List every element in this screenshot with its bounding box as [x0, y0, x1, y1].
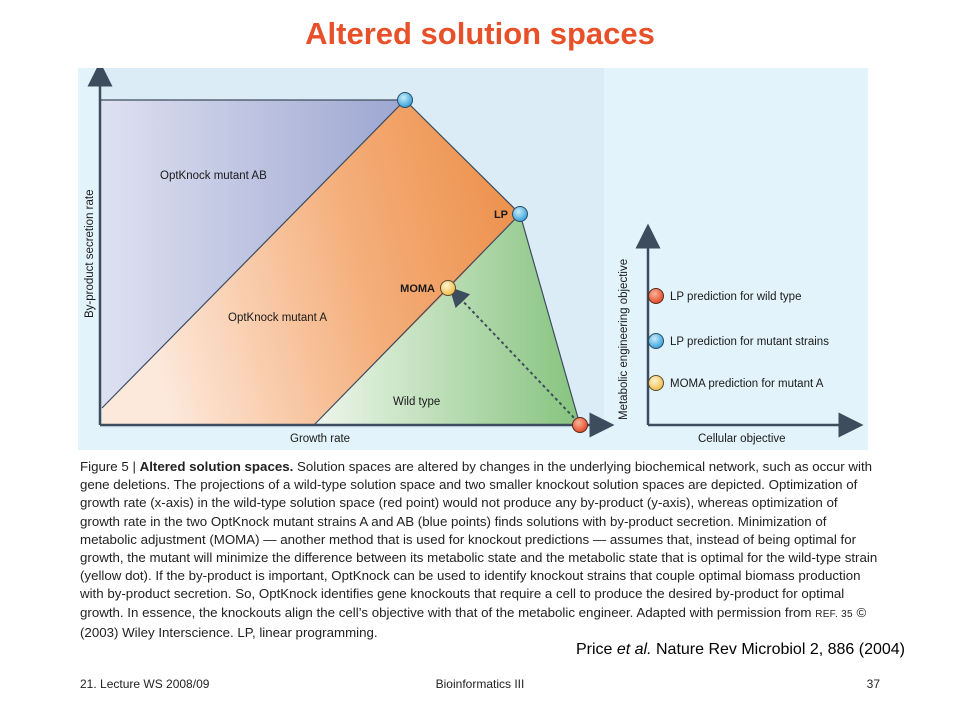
figure-caption: [80, 458, 880, 642]
legend-label: LP prediction for mutant strains: [670, 336, 829, 348]
lp-point-wild-type: [573, 418, 588, 433]
legend-red-dot: [649, 289, 664, 304]
legend-label: MOMA prediction for mutant A: [670, 378, 824, 390]
footer-lecture: 21. Lecture WS 2008/09: [80, 677, 210, 691]
figure-panel: [78, 68, 868, 450]
citation-etal: et al.: [616, 641, 652, 658]
lp-label: LP: [493, 209, 508, 221]
citation-author: Price: [575, 641, 613, 658]
legend-label: LP prediction for wild type: [670, 291, 802, 303]
caption-tail: © (2003) Wiley Interscience. LP, linear programming.: [80, 604, 867, 640]
caption-body: Solution spaces are altered by changes in the underlying biochemical network, such as occur with gene deletions. The projections of a wild-type solution space and two smaller knockout solution spaces are depicted. Optimization of growth rate (x-axis) in the wild-type solution space (red point) would not produce any by-product (y-axis), whereas optimization of growth rate in the two OptKnock mutant strains A and AB (blue points) finds solutions with by-product secretion. Minimization of metabolic adjustment (MOMA) — another method that is used for knockout predictions — assumes that, instead of being optimal for growth, the mutant will minimize the difference between its metabolic state and the metabolic state that is optimal for the wild-type strain (yellow dot). If the by-product is important, OptKnock can be used to identify knockout strains that couple optimal biomass production with by-product secretion. So, OptKnock identifies gene knockouts that require a cell to produce the desired by-product for optimal growth. In essence, the knockouts align the cell’s objective with that of the metabolic engineer. Adapted with permission from: [80, 459, 878, 620]
citation: [576, 641, 905, 659]
caption-reference: REF. 35: [815, 608, 853, 620]
moma-point: [441, 281, 456, 296]
legend-x-axis-label: Cellular objective: [698, 433, 786, 445]
legend-item-mutant-strains: [649, 334, 830, 349]
legend-item-wild-type: [649, 289, 802, 304]
y-axis-label: By-product secretion rate: [84, 189, 96, 318]
footer-course: Bioinformatics III: [435, 677, 525, 691]
page-number: 37: [866, 677, 880, 691]
region-label-ab: OptKnock mutant AB: [160, 170, 267, 182]
lp-point-mutant-ab: [398, 93, 413, 108]
solution-space-figure: [78, 68, 868, 450]
citation-journal: Nature Rev Microbiol 2, 886 (2004): [655, 641, 905, 658]
slide-title: Altered solution spaces: [305, 16, 655, 51]
legend-y-axis-label: Metabolic engineering objective: [618, 258, 630, 420]
legend-blue-dot: [649, 334, 664, 349]
lp-point-mutant-a: [513, 207, 528, 222]
x-axis-label: Growth rate: [290, 433, 351, 445]
caption-title: Altered solution spaces.: [139, 459, 294, 474]
region-label-a: OptKnock mutant A: [228, 312, 328, 324]
legend-item-moma: [649, 376, 824, 391]
region-label-wild: Wild type: [393, 396, 441, 408]
caption-figure-number: Figure 5 |: [80, 459, 140, 474]
moma-label: MOMA: [400, 283, 435, 295]
legend-yellow-dot: [649, 376, 664, 391]
